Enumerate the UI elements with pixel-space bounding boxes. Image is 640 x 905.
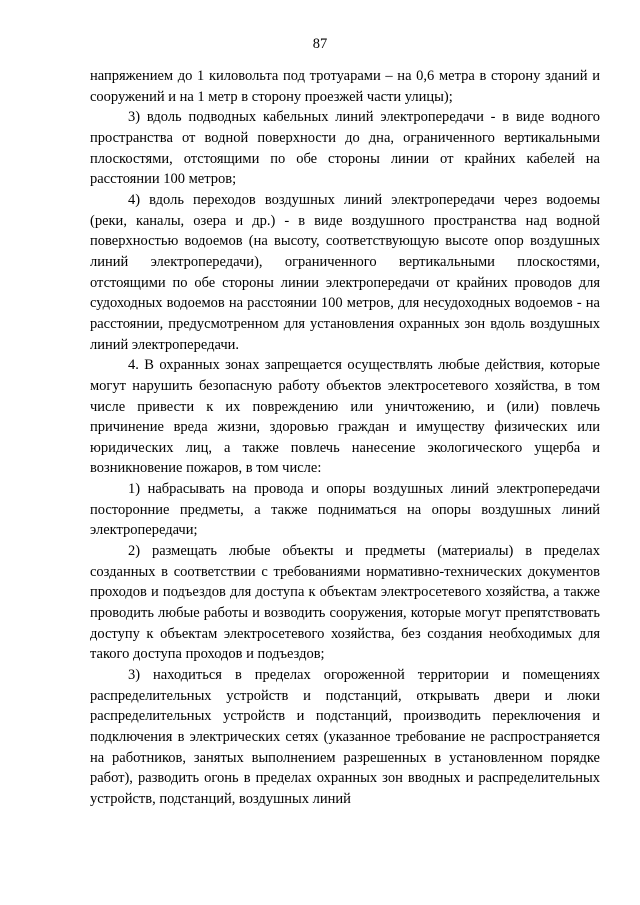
paragraph-continuation: напряжением до 1 киловольта под тротуарами – на 0,6 метра в сторону зданий и сооружений и на 1 метр в сторону проезжей части улицы); xyxy=(90,68,600,105)
paragraph-subitem-1: 1) набрасывать на провода и опоры воздушных линий электропередачи посторонние предметы, а также подниматься на опоры воздушных линий электропередачи; xyxy=(90,481,600,539)
document-body xyxy=(90,66,600,810)
page-number: 87 xyxy=(312,36,328,52)
paragraph-item-3: 3) вдоль подводных кабельных линий электропередачи - в виде водного пространства от водной поверхности до дна, ограниченного вертикальными плоскостями, отстоящими по обе стороны линии от крайних кабелей на расстоянии 100 метров; xyxy=(90,109,600,188)
paragraph-item-4: 4) вдоль переходов воздушных линий электропередачи через водоемы (реки, каналы, озера и др.) - в виде воздушного пространства над водной поверхностью водоемов (на высоту, соответствующую высоте опор воздушных линий электропередачи), ограниченного вертикальными плоскостями, отстоящими по обе стороны линии электропередачи от крайних проводов для судоходных водоемов на расстоянии 100 метров, для несудоходных водоемов - на расстоянии, предусмотренном для установления охранных зон вдоль воздушных линий электропередачи. xyxy=(90,191,600,353)
paragraph-clause-4: 4. В охранных зонах запрещается осуществлять любые действия, которые могут нарушить безопасную работу объектов электросетевого хозяйства, в том числе привести к их повреждению или уничтожению, и (или) повлечь причинение вреда жизни, здоровью граждан и имуществу физических или юридических лиц, а также повлечь нанесение экологического ущерба и возникновение пожаров, в том числе: xyxy=(90,357,600,477)
paragraph-subitem-3: 3) находиться в пределах огороженной территории и помещениях распределительных устройств и подстанций, открывать двери и люки распределительных устройств и подстанций, производить переключения и подключения в электрических сетях (указанное требование не распространяется на работников, занятых выполнением разрешенных в установленном порядке работ), разводить огонь в пределах охранных зон вводных и распределительных устройств, подстанций, воздушных линий xyxy=(90,667,600,807)
paragraph-subitem-2: 2) размещать любые объекты и предметы (материалы) в пределах созданных в соответствии с требованиями нормативно-технических документов проходов и подъездов для доступа к объектам электросетевого хозяйства, а также проводить любые работы и возводить сооружения, которые могут препятствовать доступу к объектам электросетевого хозяйства, без создания необходимых для такого доступа проходов и подъездов; xyxy=(90,543,600,663)
